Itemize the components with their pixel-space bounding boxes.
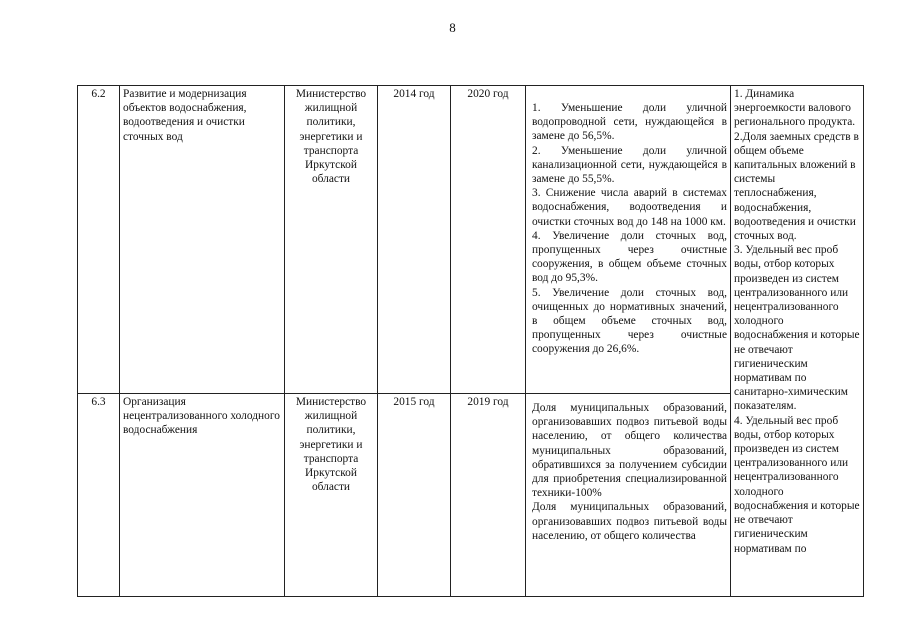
indicator-item: 3. Удельный вес проб воды, отбор которых произведен из систем централизованного или нецентрализованного холодного водоснабжения и которые не отвечают гигиеническим нормативам по санитарно-химическим показателям.	[734, 244, 860, 413]
indicator-item: 4. Удельный вес проб воды, отбор которых произведен из систем централизованного или нецентрализованного холодного водоснабжения и которые не отвечают гигиеническим нормативам по	[734, 414, 860, 555]
program-table	[77, 85, 864, 597]
result-item: 2. Уменьшение доли уличной канализационной сети, нуждающейся в замене до 55,5%.	[532, 144, 727, 186]
result-item: 5. Увеличение доли сточных вод, очищенных до нормативных значений, в общем объеме сточных вод, пропущенных через очистные сооружения до 26,6%.	[532, 286, 727, 356]
end-year: 2019 год	[451, 394, 526, 597]
table-row	[78, 86, 864, 394]
start-year: 2014 год	[378, 86, 451, 394]
result-item: 4. Увеличение доли сточных вод, пропущенных через очистные сооружения, в общем объеме сточных вод до 95,3%.	[532, 229, 727, 285]
result-item: Доля муниципальных образований, организовавших подвоз питьевой воды населению, от общего количества	[532, 501, 727, 542]
result-item: Доля муниципальных образований, организовавших подвоз питьевой воды населению, от общего количества муниципальных образований, обратившихся за получением субсидии для приобретения специализированной техники-100%	[532, 402, 727, 500]
executor-cell: Министерство жилищной политики, энергетики и транспорта Иркутской области	[285, 394, 378, 597]
row-number: 6.2	[78, 86, 120, 394]
expected-results	[526, 394, 731, 597]
row-number: 6.3	[78, 394, 120, 597]
indicator-item: 2.Доля заемных средств в общем объеме капитальных вложений в системы теплоснабжения, водоснабжения, водоотведения и очистки сточных вод.	[734, 130, 859, 243]
page-number: 8	[449, 20, 456, 35]
start-year: 2015 год	[378, 394, 451, 597]
result-item: 3. Снижение числа аварий в системах водоснабжения, водоотведения и очистки сточных вод до 148 на 1000 км.	[532, 187, 727, 228]
measure-name: Развитие и модернизация объектов водоснабжения, водоотведения и очистки сточных вод	[120, 86, 285, 394]
result-item: 1. Уменьшение доли уличной водопроводной сети, нуждающейся в замене до 56,5%.	[532, 102, 727, 143]
end-year: 2020 год	[451, 86, 526, 394]
measure-name: Организация нецентрализованного холодного водоснабжения	[120, 394, 285, 597]
expected-results	[526, 86, 731, 394]
target-indicators	[731, 86, 864, 597]
indicator-item: 1. Динамика энергоемкости валового регионального продукта.	[734, 88, 856, 129]
executor-cell: Министерство жилищной политики, энергетики и транспорта Иркутской области	[285, 86, 378, 394]
